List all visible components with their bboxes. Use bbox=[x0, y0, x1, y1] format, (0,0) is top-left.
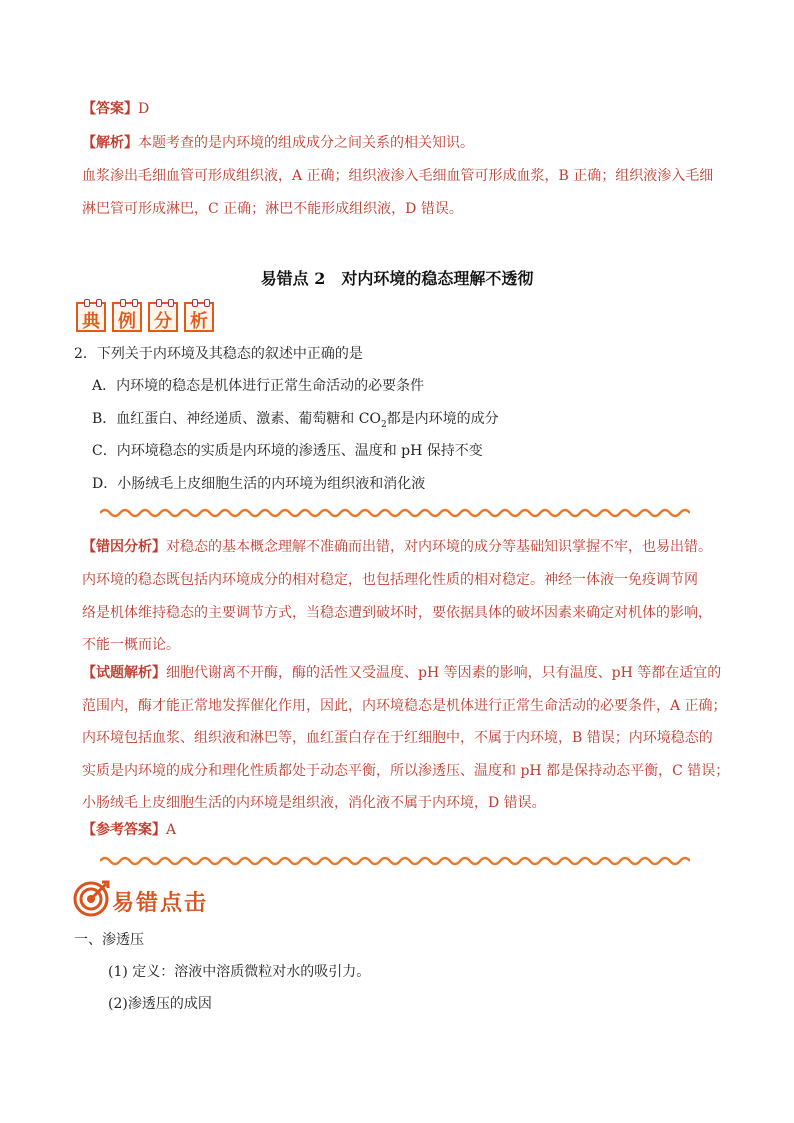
error-analysis-line-2: 内环境的稳态既包括内环境成分的相对稳定，也包括理化性质的相对稳定。神经一体液一免疫调节网 bbox=[82, 572, 698, 588]
notes-item-1: (1) 定义：溶液中溶质微粒对水的吸引力。 bbox=[108, 964, 371, 980]
answer-label: 【答案】 bbox=[82, 101, 138, 117]
analysis-label: 【解析】 bbox=[82, 135, 138, 151]
option-b: B．血红蛋白、神经递质、激素、葡萄糖和 $CO_2$都是内环境的成分 bbox=[92, 411, 499, 430]
badge-tile: 析 bbox=[184, 302, 214, 332]
answer-value: D bbox=[138, 101, 150, 117]
analysis-line-2: 淋巴管可形成淋巴，C 正确；淋巴不能形成组织液，D 错误。 bbox=[82, 201, 463, 217]
reference-answer-line bbox=[82, 820, 176, 840]
reference-answer-value: A bbox=[166, 822, 177, 838]
error-analysis-line-3: 络是机体维持稳态的主要调节方式，当稳态遭到破坏时，要依据具体的破坏因素来确定对机体的影响， bbox=[82, 605, 712, 621]
question-stem: 2．下列关于内环境及其稳态的叙述中正确的是 bbox=[74, 346, 363, 362]
notes-item-2: (2)渗透压的成因 bbox=[108, 996, 212, 1012]
solution-line-4: 实质是内环境的成分和理化性质都处于动态平衡，所以渗透压、温度和 pH 都是保持动态平衡，C 错误； bbox=[82, 763, 730, 779]
badge-tile: 分 bbox=[148, 302, 178, 332]
analysis-intro: 本题考查的是内环境的组成成分之间关系的相关知识。 bbox=[138, 135, 474, 151]
solution-label: 【试题解析】 bbox=[82, 665, 166, 681]
notes-section-1: 一、渗透压 bbox=[74, 932, 144, 948]
reference-answer-label: 【参考答案】 bbox=[82, 822, 166, 838]
solution-line-3: 内环境包括血浆、组织液和淋巴等，血红蛋白存在于红细胞中，不属于内环境，B 错误；内环境稳态的 bbox=[82, 730, 713, 746]
error-analysis-line-1: 【错因分析】对稳态的基本概念理解不准确而出错，对内环境的成分等基础知识掌握不牢，也易出错。 bbox=[82, 539, 712, 555]
badge-tile: 例 bbox=[112, 302, 142, 332]
solution-line-2: 范围内，酶才能正常地发挥催化作用，因此，内环境稳态是机体进行正常生命活动的必要条件，A 正确； bbox=[82, 698, 727, 714]
target-icon bbox=[72, 880, 110, 918]
pitfall-title: 易错点击 bbox=[112, 891, 209, 916]
option-c: C．内环境稳态的实质是内环境的渗透压、温度和 pH 保持不变 bbox=[92, 443, 483, 459]
wave-divider bbox=[100, 855, 690, 867]
option-a: A．内环境的稳态是机体进行正常生命活动的必要条件 bbox=[92, 378, 425, 394]
badge-tile: 典 bbox=[76, 302, 106, 332]
analysis-intro-line bbox=[82, 133, 474, 153]
wave-divider bbox=[100, 507, 690, 519]
error-analysis-label: 【错因分析】 bbox=[82, 539, 166, 555]
solution-line-1: 【试题解析】细胞代谢离不开酶，酶的活性又受温度、pH 等因素的影响，只有温度、pH 等都在适宜的 bbox=[82, 665, 722, 681]
example-analysis-badge bbox=[76, 302, 220, 336]
error-analysis-line-4: 不能一概而论。 bbox=[82, 637, 180, 653]
section-heading: 易错点 2 对内环境的稳态理解不透彻 bbox=[260, 269, 534, 288]
option-d: D．小肠绒毛上皮细胞生活的内环境为组织液和消化液 bbox=[92, 476, 426, 492]
analysis-line-1: 血浆渗出毛细血管可形成组织液，A 正确；组织液渗入毛细血管可形成血浆，B 正确；组织液渗入毛细 bbox=[82, 168, 714, 184]
solution-line-5: 小肠绒毛上皮细胞生活的内环境是组织液，消化液不属于内环境，D 错误。 bbox=[82, 795, 546, 811]
answer-line bbox=[82, 99, 149, 119]
